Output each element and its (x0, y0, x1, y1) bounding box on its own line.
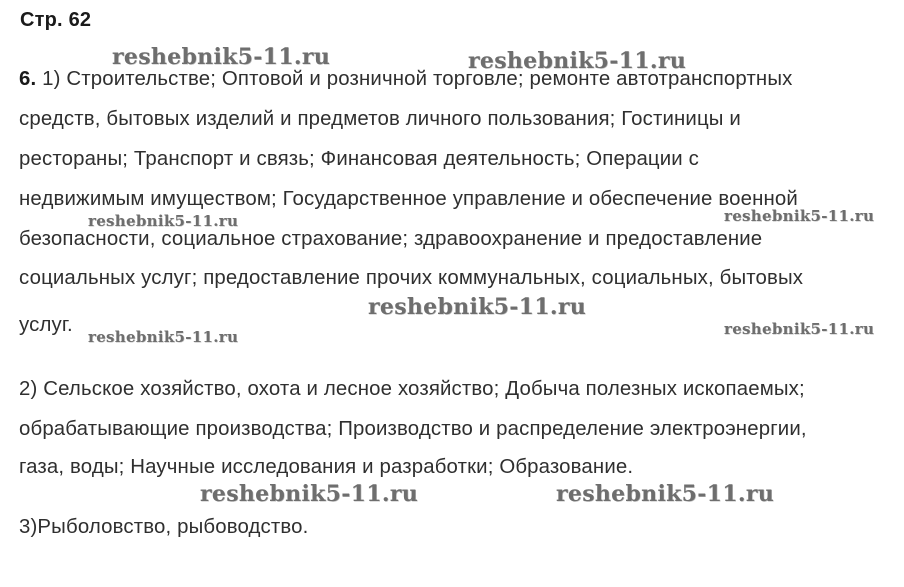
answer-number: 6. (19, 68, 37, 90)
answer-line-6: социальных услуг; предоставление прочих коммунальных, социальных, бытовых (19, 267, 804, 289)
answer-line-3: рестораны; Транспорт и связь; Финансовая деятельность; Операции с (19, 148, 700, 170)
answer-line-5: безопасности, социальное страхование; здравоохранение и предоставление (19, 228, 763, 250)
watermark: reshebnik5-11.ru (112, 44, 331, 70)
watermark: reshebnik5-11.ru (724, 320, 875, 338)
answer-line-4: недвижимым имуществом; Государственное управление и обеспечение военной (19, 188, 798, 210)
watermark: reshebnik5-11.ru (200, 481, 419, 507)
answer-line-11: 3)Рыболовство, рыбоводство. (19, 516, 309, 538)
watermark: reshebnik5-11.ru (88, 328, 239, 346)
answer-line-10: газа, воды; Научные исследования и разработки; Образование. (19, 456, 634, 478)
watermark: reshebnik5-11.ru (556, 481, 775, 507)
watermark: reshebnik5-11.ru (724, 207, 875, 225)
watermark: reshebnik5-11.ru (88, 212, 239, 230)
answer-line-7: услуг. (19, 314, 73, 336)
watermark: reshebnik5-11.ru (368, 294, 587, 320)
page-number-label: Стр. 62 (20, 9, 92, 31)
watermark: reshebnik5-11.ru (468, 48, 687, 74)
answer-line-8: 2) Сельское хозяйство, охота и лесное хозяйство; Добыча полезных ископаемых; (19, 378, 805, 400)
answer-text: 1) Строительстве; Оптовой и розничной торговле; ремонте автотранспортных (36, 68, 793, 90)
answer-line-9: обрабатывающие производства; Производство и распределение электроэнергии, (19, 418, 807, 440)
answer-line-2: средств, бытовых изделий и предметов личного пользования; Гостиницы и (19, 108, 741, 130)
